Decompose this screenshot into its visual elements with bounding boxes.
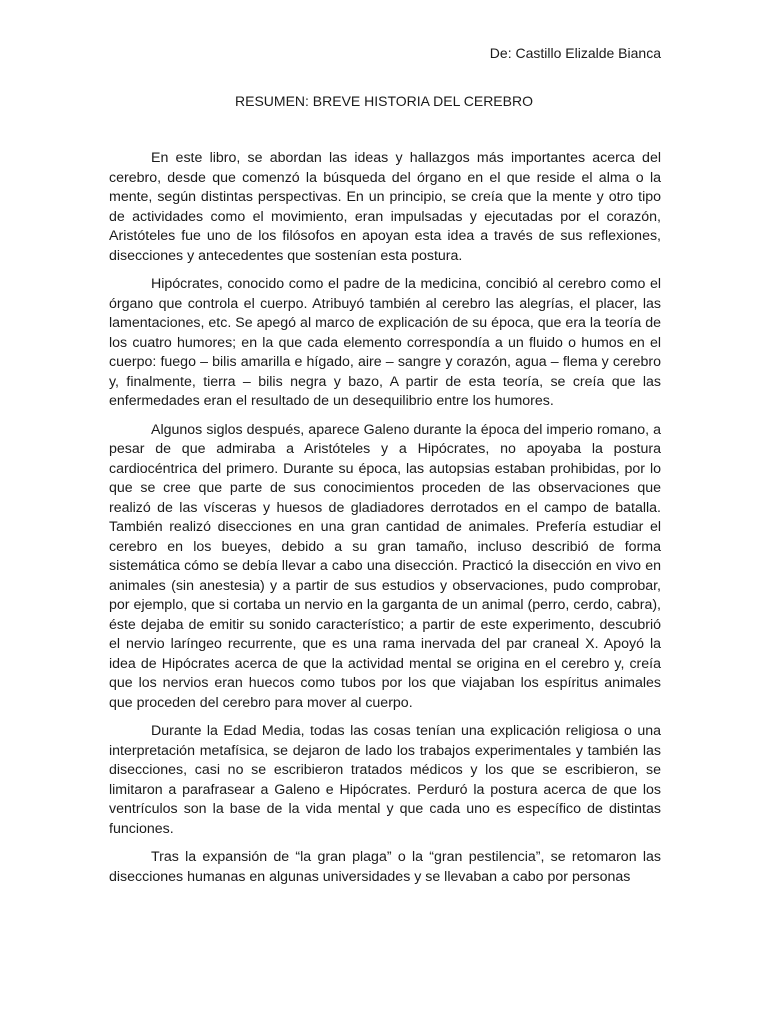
author-line: De: Castillo Elizalde Bianca — [489, 45, 661, 61]
document-body — [109, 149, 661, 887]
paragraph-aristoteles: En este libro, se abordan las ideas y hallazgos más importantes acerca del cerebro, desde que comenzó la búsqueda del órgano en el que reside el alma o la mente, según distintas perspectivas. En un principio, se creía que la mente y otro tipo de actividades como el movimiento, eran impulsadas y ejecutadas por el corazón, Aristóteles fue uno de los filósofos en apoyan esta idea a través de sus reflexiones, disecciones y antecedentes que sostenían esta postura. — [109, 150, 661, 264]
paragraph-hipocrates: Hipócrates, conocido como el padre de la medicina, concibió al cerebro como el órgano que controla el cuerpo. Atribuyó también al cerebro las alegrías, el placer, las lamentaciones, etc. Se apegó al marco de explicación de su época, que era la teoría de los cuatro humores; en la que cada elemento correspondía a un fluido o humos en el cuerpo: fuego – bilis amarilla e hígado, aire – sangre y corazón, agua – flema y cerebro y, finalmente, tierra – bilis negra y bazo, A partir de esta teoría, se creía que las enfermedades eran el resultado de un desequilibrio entre los humores. — [109, 276, 661, 409]
paragraph-galeno: Algunos siglos después, aparece Galeno durante la época del imperio romano, a pesar de que admiraba a Aristóteles y a Hipócrates, no apoyaba la postura cardiocéntrica del primero. Durante su época, las autopsias estaban prohibidas, por lo que se cree que parte de sus conocimientos proceden de las observaciones que realizó de las vísceras y huesos de gladiadores derrotados en el campo de batalla. También realizó disecciones en una gran cantidad de animales. Prefería estudiar el cerebro en los bueyes, debido a su gran tamaño, incluso describió de forma sistemática cómo se debía llevar a cabo una disección. Practicó la disección en vivo en animales (sin anestesia) y a partir de sus estudios y observaciones, pudo comprobar, por ejemplo, que si cortaba un nervio en la garganta de un animal (perro, cerdo, cabra), éste dejaba de emitir su sonido característico; a partir de este experimento, descubrió el nervio laríngeo recurrente, que es una rama inervada del par craneal X. Apoyó la idea de Hipócrates acerca de que la actividad mental se origina en el cerebro y, creía que los nervios eran huecos como tubos por los que viajaban los espíritus animales que proceden del cerebro para mover al cuerpo. — [109, 421, 661, 711]
paragraph-edad-media: Durante la Edad Media, todas las cosas tenían una explicación religiosa o una interpretación metafísica, se dejaron de lado los trabajos experimentales y también las disecciones, casi no se escribieron tratados médicos y los que se escribieron, se limitaron a parafrasear a Galeno e Hipócrates. Perduró la postura acerca de que los ventrículos son la base de la vida mental y que cada uno es específico de distintas funciones. — [109, 723, 661, 837]
paragraph-gran-plaga: Tras la expansión de “la gran plaga” o la “gran pestilencia”, se retomaron las disecciones humanas en algunas universidades y se llevaban a cabo por personas — [109, 849, 661, 885]
document-title: RESUMEN: BREVE HISTORIA DEL CEREBRO — [235, 93, 533, 109]
